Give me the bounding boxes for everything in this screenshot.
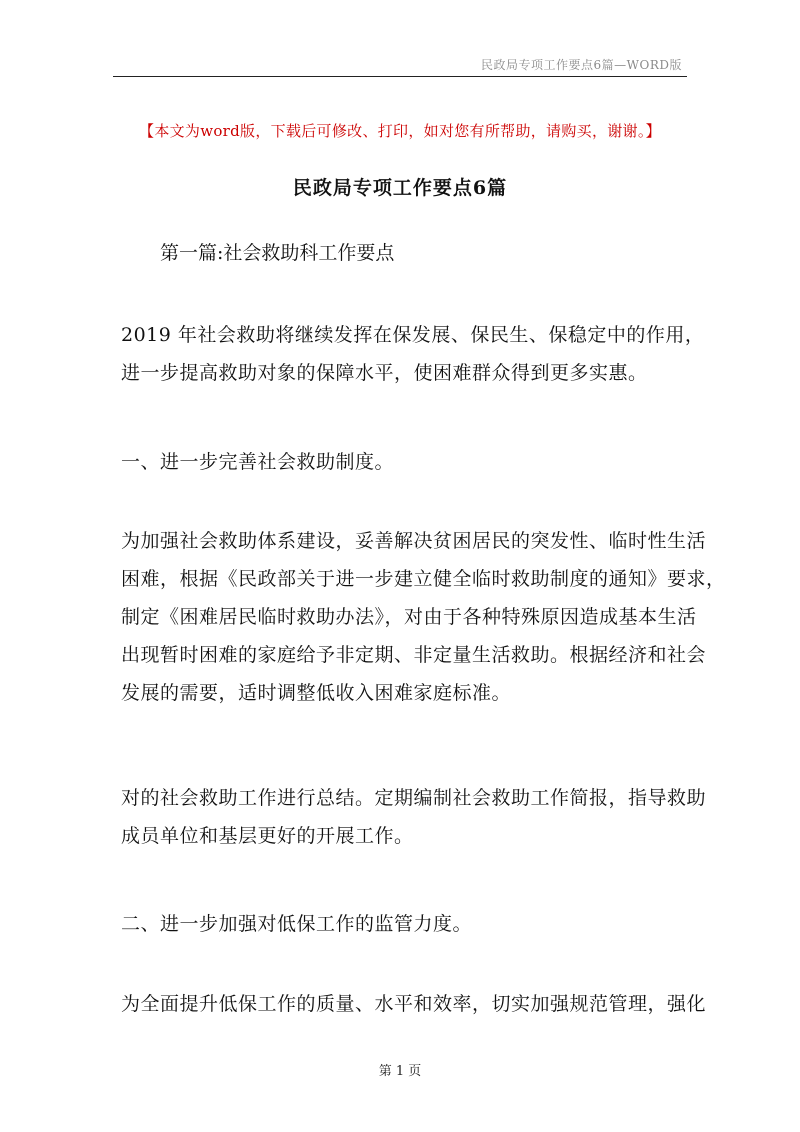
section-subtitle: 第一篇:社会救助科工作要点 <box>160 242 395 264</box>
paragraph-line: 发展的需要，适时调整低收入困难家庭标准。 <box>121 682 512 704</box>
section-heading-one <box>121 443 691 481</box>
paragraph-intro <box>121 316 705 392</box>
paragraph-line: 一、进一步完善社会救助制度。 <box>121 451 395 473</box>
paragraph-line: 成员单位和基层更好的开展工作。 <box>121 825 414 847</box>
paragraph-line: 困难，根据《民政部关于进一步建立健全临时救助制度的通知》要求， <box>121 568 726 590</box>
paragraph-line: 为加强社会救助体系建设，妥善解决贫困居民的突发性、临时性生活 <box>121 530 707 552</box>
paragraph-line: 出现暂时困难的家庭给予非定期、非定量生活救助。根据经济和社会 <box>121 644 707 666</box>
paragraph-line: 制定《困难居民临时救助办法》，对由于各种特殊原因造成基本生活 <box>121 606 697 628</box>
download-notice: 【本文为word版，下载后可修改、打印，如对您有所帮助，请购买，谢谢。】 <box>139 122 661 140</box>
paragraph-summary <box>121 779 707 855</box>
paragraph-line: 二、进一步加强对低保工作的监管力度。 <box>121 913 473 935</box>
header-divider <box>113 76 687 77</box>
document-title: 民政局专项工作要点6篇 <box>292 177 508 199</box>
paragraph-temporary-relief <box>121 522 726 712</box>
paragraph-low-income <box>121 985 707 1023</box>
running-header: 民政局专项工作要点6篇—WORD版 <box>481 58 682 72</box>
paragraph-line: 进一步提高救助对象的保障水平，使困难群众得到更多实惠。 <box>121 362 648 384</box>
page-number: 第 1 页 <box>378 1064 422 1079</box>
paragraph-line: 2019 年社会救助将继续发挥在保发展、保民生、保稳定中的作用， <box>121 324 705 346</box>
paragraph-line: 为全面提升低保工作的质量、水平和效率，切实加强规范管理，强化 <box>121 993 707 1015</box>
paragraph-line: 对的社会救助工作进行总结。定期编制社会救助工作简报，指导救助 <box>121 787 707 809</box>
section-heading-two <box>121 905 691 943</box>
